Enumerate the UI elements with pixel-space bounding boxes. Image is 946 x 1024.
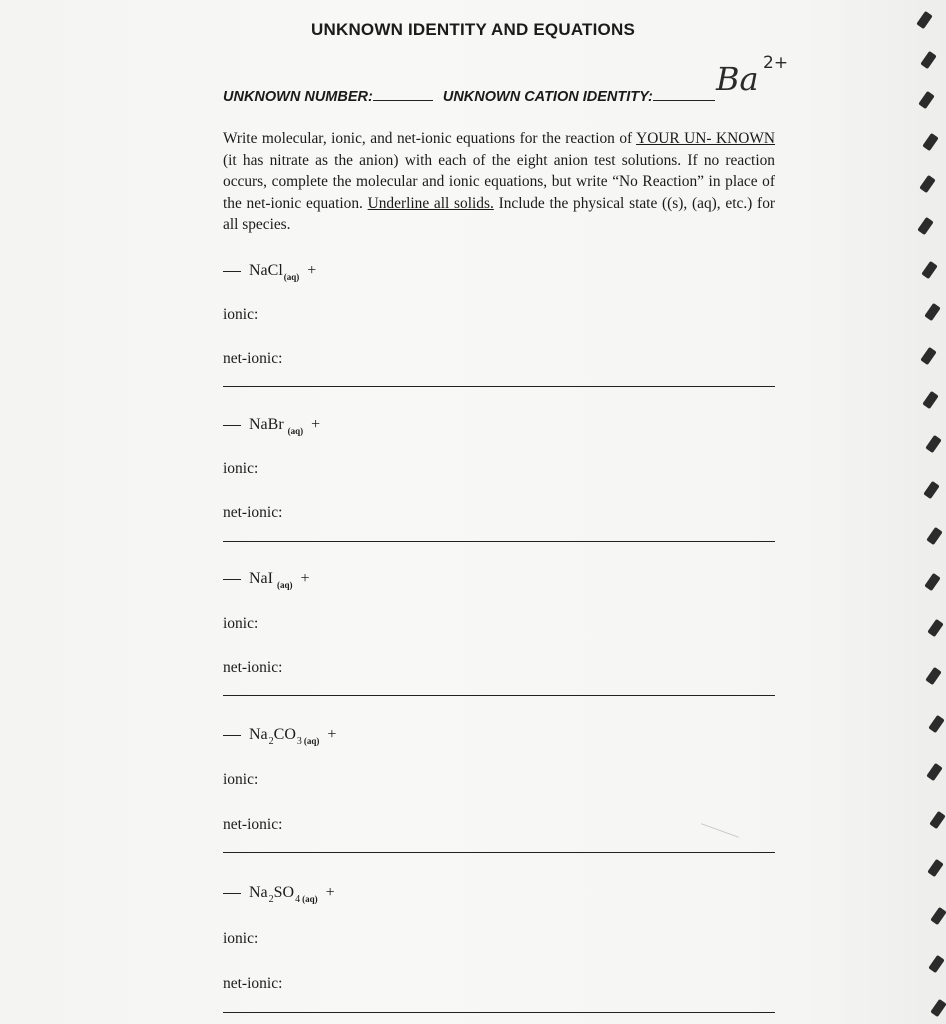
net-ionic-label: net-ionic: [223, 504, 283, 521]
your-unknown-emphasis: YOUR UN- KNOWN [636, 130, 775, 147]
reaction-na2co3 [223, 726, 337, 747]
state-subscript: (aq) [283, 272, 300, 282]
page-title: UNKNOWN IDENTITY AND EQUATIONS [311, 20, 635, 39]
ionic-label: ionic: [223, 615, 259, 632]
cation-identity-label: UNKNOWN CATION IDENTITY: [442, 89, 653, 105]
section-divider [223, 541, 775, 542]
reaction-nabr [223, 416, 320, 434]
ionic-label: ionic: [223, 460, 259, 477]
net-ionic-label: net-ionic: [223, 350, 283, 367]
handwritten-cation: Ba [716, 60, 759, 98]
reactant-formula-part: Na [249, 884, 268, 901]
reactant-formula-part: Na [249, 726, 268, 743]
coefficient-blank[interactable] [223, 425, 241, 426]
unknown-number-label: UNKNOWN NUMBER: [223, 89, 373, 105]
instructions-paragraph [223, 128, 775, 236]
section-divider [223, 695, 775, 696]
plus-sign: + [307, 262, 317, 279]
paper-smudge [701, 823, 739, 838]
reaction-nacl [223, 262, 316, 280]
reaction-nai [223, 570, 310, 588]
coefficient-blank[interactable] [223, 893, 241, 894]
coefficient-blank[interactable] [223, 735, 241, 736]
net-ionic-label: net-ionic: [223, 659, 283, 676]
formula-subscript: 2 [268, 736, 274, 747]
handwritten-charge: 2+ [763, 53, 789, 73]
state-subscript: (aq) [303, 736, 320, 746]
reactant-formula: NaCl [249, 262, 283, 279]
binding-edge [906, 0, 946, 1024]
reactant-formula: NaI [249, 570, 273, 587]
section-divider [223, 852, 775, 853]
state-subscript: (aq) [302, 894, 318, 904]
coefficient-blank[interactable] [223, 579, 241, 580]
ionic-label: ionic: [223, 930, 259, 947]
instructions-text-1: Write molecular, ionic, and net-ionic equations for the reaction of [223, 130, 637, 147]
instructions-text-2: (it has nitrate as the anion) with each of the eight anion test solutions. If no reaction occurs, complete the molecular and ionic equations, but write “No Reaction” in place of the net-ionic equation. [223, 151, 775, 212]
net-ionic-label: net-ionic: [223, 816, 283, 833]
identity-row [223, 88, 783, 105]
reaction-na2so4 [223, 884, 335, 905]
state-subscript: (aq) [287, 426, 304, 436]
ionic-label: ionic: [223, 771, 259, 788]
reactant-formula-part: CO [273, 726, 296, 743]
section-divider [223, 1012, 775, 1013]
reactant-formula-part: SO [273, 884, 295, 901]
coefficient-blank[interactable] [223, 271, 241, 272]
plus-sign: + [325, 884, 335, 901]
underline-solids-emphasis: Underline all solids. [367, 194, 494, 212]
net-ionic-label: net-ionic: [223, 975, 283, 992]
formula-subscript: 4 [295, 894, 301, 905]
reactant-formula: NaBr [249, 416, 284, 433]
cation-identity-blank[interactable] [653, 88, 715, 101]
instructions-text-3: Include the physical state ((s), (aq), etc.) for all species. [223, 194, 776, 233]
formula-subscript: 3 [296, 736, 302, 747]
unknown-number-blank[interactable] [373, 88, 433, 101]
section-divider [223, 386, 775, 387]
formula-subscript: 2 [268, 894, 274, 905]
plus-sign: + [300, 570, 310, 587]
plus-sign: + [327, 726, 337, 743]
ionic-label: ionic: [223, 306, 259, 323]
plus-sign: + [311, 416, 321, 433]
state-subscript: (aq) [276, 580, 293, 590]
